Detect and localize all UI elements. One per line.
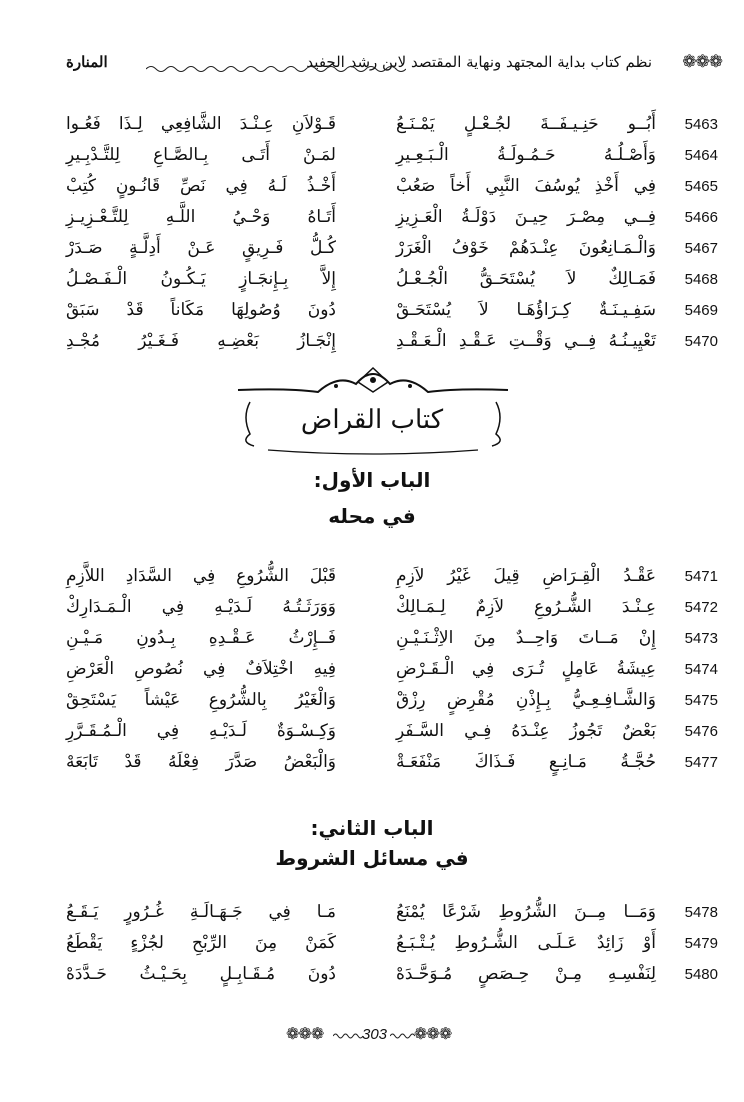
chapter-subheading: في محله bbox=[328, 504, 416, 528]
footer-right-ornament: ❁❁❁ bbox=[414, 1024, 452, 1043]
footer-wave-right bbox=[390, 1032, 416, 1040]
verse-number: 5476 bbox=[684, 723, 718, 740]
verse-row bbox=[66, 900, 718, 931]
verse-first-hemistich: عَقْـدُ الْقِـرَاضِ قِيلَ غَيْرُ لاَزِمِ bbox=[396, 566, 656, 586]
header-squiggle-divider bbox=[146, 64, 406, 74]
verse-number: 5479 bbox=[684, 935, 718, 952]
verse-row bbox=[66, 298, 718, 329]
verse-first-hemistich: إِنْ مَــاتَ وَاحِــدٌ مِنَ الاِثْـنَـيْـنِ bbox=[396, 628, 656, 648]
footer-wave-left bbox=[333, 1032, 363, 1040]
verse-row bbox=[66, 112, 718, 143]
verse-first-hemistich: سَفِـيـنَـةٌ كِـرَاؤُهَـا لاَ يُسْتَحَـقْ bbox=[396, 300, 656, 320]
verse-second-hemistich: وَالْغَيْرُ بِالشُّرُوعِ عَيْشاً يَسْتَحِقْ bbox=[66, 690, 336, 710]
verse-row bbox=[66, 595, 718, 626]
verse-first-hemistich: وَمَــا مِــنَ الشُّرُوطِ شَرْعًا يُمْنَعُ bbox=[396, 902, 656, 922]
verse-number: 5470 bbox=[684, 333, 718, 350]
verse-second-hemistich: كَمَنْ مِنَ الرِّبْحِ لجُزْءٍ يَقْطَعُ bbox=[66, 933, 336, 953]
verse-block-2 bbox=[66, 564, 718, 781]
verse-number: 5466 bbox=[684, 209, 718, 226]
verse-block-1 bbox=[66, 112, 718, 360]
verse-second-hemistich: دُونَ مُـقَـابِـلٍ بِحَـيْـثُ حَـدَّدَهْ bbox=[66, 964, 336, 984]
verse-block-3 bbox=[66, 900, 718, 993]
footer-left-ornament: ❁❁❁ bbox=[286, 1024, 324, 1043]
verse-second-hemistich: أَتَـاهُ وَحْـيُ اللَّـهِ لِلتَّـعْـزِيـزِ bbox=[66, 207, 336, 227]
verse-first-hemistich: بَعْضٌ تَجُوزُ عِنْـدَهُ فِـي السَّـفَرِ bbox=[396, 721, 656, 741]
verse-second-hemistich: لمَـنْ أَتَـى بِـالصَّـاعِ لِلتَّـدْبِـيرِ bbox=[66, 145, 336, 165]
verse-row bbox=[66, 657, 718, 688]
verse-number: 5474 bbox=[684, 661, 718, 678]
verse-number: 5475 bbox=[684, 692, 718, 709]
book-title: كتاب القراض bbox=[300, 405, 444, 435]
verse-number: 5465 bbox=[684, 178, 718, 195]
verse-first-hemistich: أَوْ زَائِدٌ عَـلَـى الشُّـرُوطِ يُـتْـبَـعُ bbox=[396, 933, 656, 953]
verse-number: 5478 bbox=[684, 904, 718, 921]
verse-first-hemistich: وَالشَّـافِـعِـيُّ بِـإِذْنِ مُقْرِضٍ رِزْقْ bbox=[396, 690, 656, 710]
verse-row bbox=[66, 750, 718, 781]
verse-second-hemistich: دُونَ وُصُولِهَا مَكَاناً قَدْ سَبَقْ bbox=[66, 300, 336, 320]
verse-row bbox=[66, 626, 718, 657]
verse-row bbox=[66, 267, 718, 298]
verse-row bbox=[66, 236, 718, 267]
header-book-label: المنارة bbox=[66, 53, 108, 71]
verse-number: 5468 bbox=[684, 271, 718, 288]
verse-number: 5463 bbox=[684, 116, 718, 133]
verse-second-hemistich: فِيهِ اخْتِلاَفٌ فِي نُصُوصِ الْعَرْضِ bbox=[66, 659, 336, 679]
verse-row bbox=[66, 329, 718, 360]
verse-second-hemistich: وَوَرَثَـتُـهُ لَـدَيْـهِ فِي الْـمَـدَارِكْ bbox=[66, 597, 336, 617]
verse-number: 5480 bbox=[684, 966, 718, 983]
page-header bbox=[66, 52, 722, 86]
verse-number: 5464 bbox=[684, 147, 718, 164]
chapter-heading: الباب الأول: bbox=[313, 468, 431, 492]
verse-first-hemistich: لِنَفْسِـهِ مِـنْ حِـصَصٍ مُـوَحَّـدَهْ bbox=[396, 964, 656, 984]
verse-second-hemistich: وَكِـسْـوَةٌ لَـدَيْـهِ فِي الْـمُـقَـرَّرِ bbox=[66, 721, 336, 741]
verse-first-hemistich: أَبُــو حَنِـيـفَــةَ لجُـعْـلٍ يَمْـنَـعُ bbox=[396, 114, 656, 134]
verse-second-hemistich: وَالْبَعْضُ صَدَّرَ فِعْلَهُ قَدْ تَابَعَهْ bbox=[66, 752, 336, 772]
verse-second-hemistich: قَـوْلاَنِ عِـنْـدَ الشَّافِعِي لِـذَا فَعُـوا bbox=[66, 114, 336, 134]
verse-number: 5472 bbox=[684, 599, 718, 616]
verse-second-hemistich: إِنْجَـازُ بَعْضِـهِ فَـغَـيْرُ مُجْـدِ bbox=[66, 331, 336, 351]
verse-row bbox=[66, 719, 718, 750]
page-footer bbox=[0, 1024, 744, 1054]
verse-second-hemistich: قَبْلَ الشُّرُوعِ فِي السَّدَادِ اللاَّزِمِ bbox=[66, 566, 336, 586]
verse-first-hemistich: فَمَـالِكٌ لاَ يُسْتَحَـقُّ الْجُـعْـلُ bbox=[396, 269, 656, 289]
verse-number: 5477 bbox=[684, 754, 718, 771]
verse-first-hemistich: تَعْيِيـنُـهُ فِــي وَقْــتِ عَـقْـدِ الْـعَـقْـدِ bbox=[396, 331, 656, 351]
verse-row bbox=[66, 931, 718, 962]
header-rosette-ornament: ❁❁❁ bbox=[682, 52, 722, 72]
verse-first-hemistich: وَأَصْـلُـهُ حَـمُـولَـةُ الْـبَـعِـيرِ bbox=[396, 145, 656, 165]
verse-first-hemistich: فِي أَخْذِ يُوسُفَ النَّبِي أَخاً صَعُبْ bbox=[396, 176, 656, 196]
verse-first-hemistich: عِـنْـدَ الشُّـرُوعِ لاَزِمٌ لِـمَـالِكْ bbox=[396, 597, 656, 617]
chapter-subheading: في مسائل الشروط bbox=[275, 846, 469, 870]
verse-first-hemistich: فِــي مِصْـرَ حِيـنَ دَوْلَـةُ الْعَـزِيزِ bbox=[396, 207, 656, 227]
verse-first-hemistich: عِيشَةُ عَامِلٍ تُـرَى فِي الْـقَـرْضِ bbox=[396, 659, 656, 679]
verse-second-hemistich: إِلاَّ بِـإِنجَـازٍ يَـكُـونُ الْـفَـصْـلُ bbox=[66, 269, 336, 289]
verse-row bbox=[66, 962, 718, 993]
verse-second-hemistich: مَـا فِي جَـهَـالَـةِ غُـرُورٍ يَـقَـعُ bbox=[66, 902, 336, 922]
header-title: نظم كتاب بداية المجتهد ونهاية المقتصد لابن رشد الحفيد bbox=[306, 53, 652, 71]
verse-second-hemistich: كُـلُّ فَـرِيقٍ عَـنْ أَدِلَّـةٍ صَـدَرْ bbox=[66, 238, 336, 258]
verse-number: 5473 bbox=[684, 630, 718, 647]
verse-number: 5469 bbox=[684, 302, 718, 319]
verse-number: 5471 bbox=[684, 568, 718, 585]
verse-first-hemistich: حُجَّـةُ مَـانِـعٍ فَـذَاكَ مَنْفَعَـةْ bbox=[396, 752, 656, 772]
page-number: 303 bbox=[362, 1026, 388, 1043]
verse-row bbox=[66, 205, 718, 236]
verse-row bbox=[66, 174, 718, 205]
verse-row bbox=[66, 143, 718, 174]
verse-second-hemistich: فَــإِرْثُ عَـقْـدِهِ بِـدُونِ مَـيْـنِ bbox=[66, 628, 336, 648]
verse-second-hemistich: أَخْـذُ لَـهُ فِي نَصِّ قَانُـونٍ كُتِبْ bbox=[66, 176, 336, 196]
verse-first-hemistich: وَالْـمَـانِعُونَ عِنْـدَهُمْ خَوْفُ الْغَرَرْ bbox=[396, 238, 656, 258]
verse-row bbox=[66, 688, 718, 719]
verse-row bbox=[66, 564, 718, 595]
verse-number: 5467 bbox=[684, 240, 718, 257]
chapter-heading: الباب الثاني: bbox=[310, 816, 434, 840]
